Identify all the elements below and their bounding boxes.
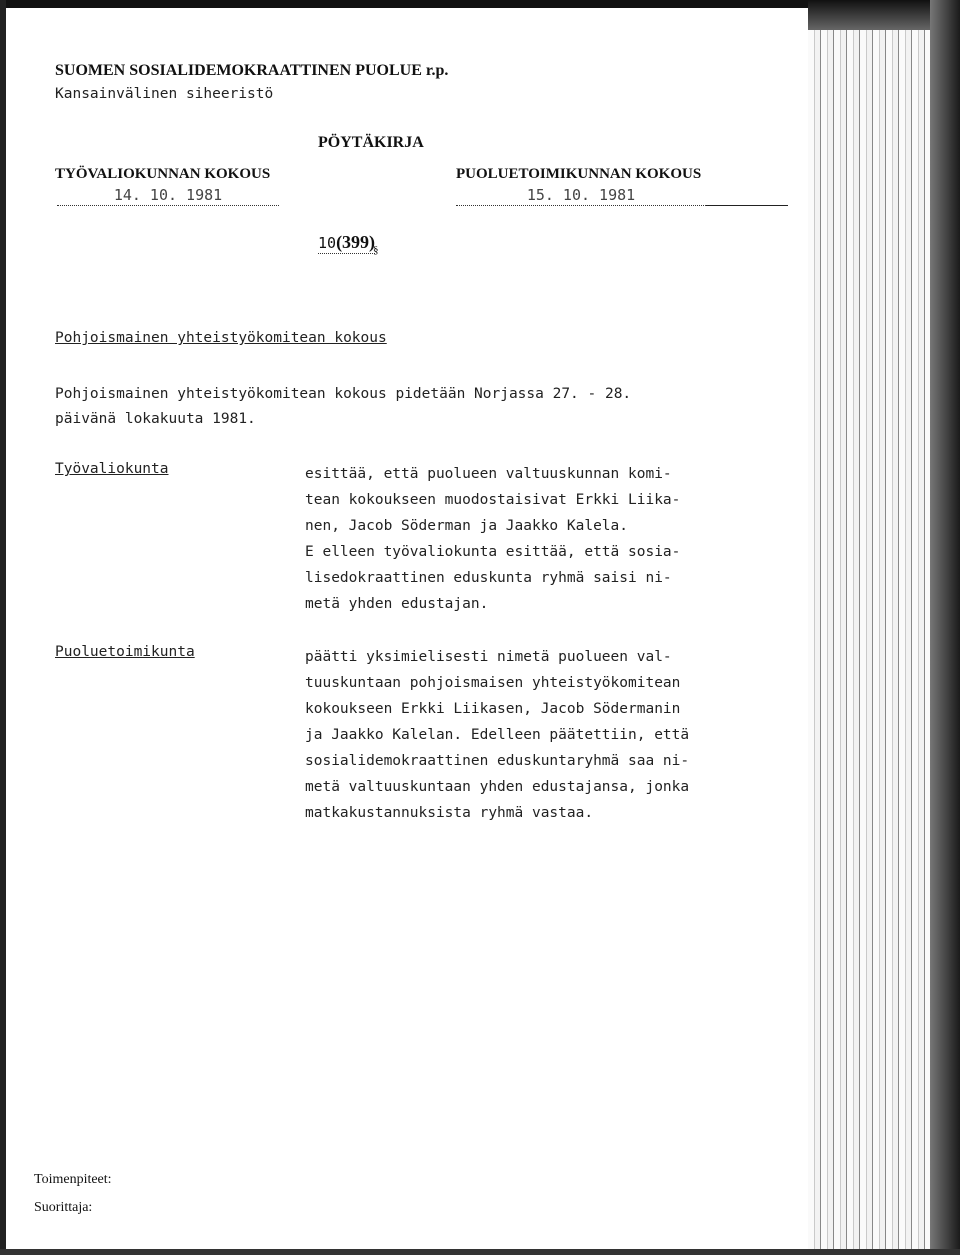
entry-line: ja Jaakko Kalelan. Edelleen päätettiin, että [305, 727, 690, 743]
section-number-typed: 10 [318, 234, 337, 252]
meeting-left-label: TYÖVALIOKUNNAN KOKOUS [55, 166, 271, 182]
meeting-right-label: PUOLUETOIMIKUNNAN KOKOUS [456, 166, 702, 182]
entry-line: nen, Jacob Söderman ja Jaakko Kalela. [305, 518, 629, 534]
intro-line: Pohjoismainen yhteistyökomitean kokous pidetään Norjassa 27. - 28. [55, 386, 632, 402]
entry-line: matkakustannuksista ryhmä vastaa. [305, 805, 594, 821]
entry-text-tyovaliokunta [305, 461, 785, 617]
entry-line: esittää, että puolueen valtuuskunnan komi- [305, 466, 672, 482]
section-sign: § [373, 244, 379, 256]
intro-paragraph [55, 382, 631, 432]
department-name: Kansainvälinen siheeristö [55, 86, 274, 102]
entry-label-puoluetoimikunta: Puoluetoimikunta [55, 644, 195, 660]
entry-line: tean kokoukseen muodostaisivat Erkki Liika- [305, 492, 681, 508]
meeting-left-date: 14. 10. 1981 [57, 186, 279, 206]
entry-line: metä valtuuskuntaan yhden edustajansa, jonka [305, 779, 690, 795]
entry-line: kokoukseen Erkki Liikasen, Jacob Södermanin [305, 701, 681, 717]
section-number [318, 232, 375, 254]
scan-edge-bottom [0, 1249, 960, 1255]
entry-line: lisedokraattinen eduskunta ryhmä saisi ni- [305, 570, 672, 586]
entry-line: päätti yksimielisesti nimetä puolueen val- [305, 649, 672, 665]
document-type: PÖYTÄKIRJA [318, 134, 424, 151]
entry-text-puoluetoimikunta [305, 644, 785, 826]
entry-line: metä yhden edustajan. [305, 596, 489, 612]
organization-name: SUOMEN SOSIALIDEMOKRAATTINEN PUOLUE r.p. [55, 62, 449, 79]
subject-heading: Pohjoismainen yhteistyökomitean kokous [55, 330, 387, 346]
meeting-right-date: 15. 10. 1981 [456, 186, 706, 206]
entry-line: E elleen työvaliokunta esittää, että sosia- [305, 544, 681, 560]
entry-line: tuuskuntaan pohjoismaisen yhteistyökomitean [305, 675, 681, 691]
header-rule [706, 205, 788, 206]
intro-line: päivänä lokakuuta 1981. [55, 411, 256, 427]
binder-edge-shadow [930, 0, 960, 1255]
section-number-handwritten: (399) [336, 232, 376, 252]
entry-line: sosialidemokraattinen eduskuntaryhmä saa ni- [305, 753, 690, 769]
executor-label: Suorittaja: [34, 1200, 93, 1215]
entry-label-tyovaliokunta: Työvaliokunta [55, 461, 169, 477]
scan-edge-left [0, 0, 6, 1255]
actions-label: Toimenpiteet: [34, 1172, 112, 1187]
